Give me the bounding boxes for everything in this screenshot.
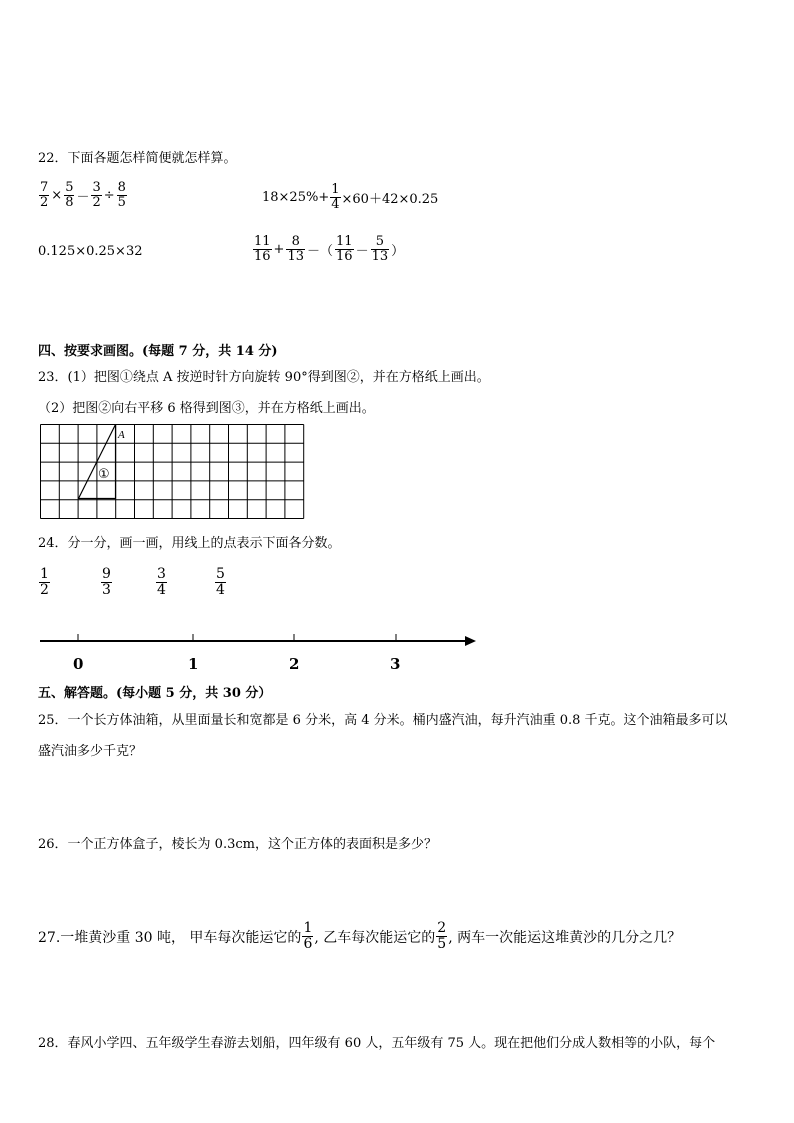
fraction-9-3: $\frac{9}{3}$ [102,566,111,599]
number-line-arrow [465,636,476,646]
fraction: $\frac{5}{8}$ [65,180,74,211]
q25-line-2: 盛汽油多少千克？ [38,744,143,759]
fraction-3-4: $\frac{3}{4}$ [157,566,166,599]
fraction-2-5: $\frac{2}{5}$ [437,920,447,953]
tick-label-3: 3 [390,655,401,673]
tick-label-2: 2 [289,655,300,673]
q22-expression-4: $\frac{11}{16}$ + $\frac{8}{13}$ －（ $\frac{11}{16}$ － $\frac{5}{13}$ ） [254,234,405,265]
section-5-heading: 五、解答题。(每小题 5 分，共 30 分） [38,686,272,701]
number-line [36,630,481,650]
q22-expression-3: 0.125×0.25×32 [38,244,143,259]
fraction-1-6: $\frac{1}{6}$ [303,920,313,953]
fraction: $\frac{7}{2}$ [40,180,49,211]
q22-title: 22．下面各题怎样简便就怎样算。 [38,151,237,166]
fraction: $\frac{3}{2}$ [92,180,101,211]
shape-1-label: ① [98,467,110,482]
q23-line-2: （2）把图②向右平移 6 格得到图③，并在方格纸上画出。 [38,401,375,416]
section-4-heading: 四、按要求画图。(每题 7 分，共 14 分) [38,344,278,359]
q22-expression-2: 18×25%+ $\frac{1}{4}$ ×60＋42×0.25 [262,182,439,213]
q23-line-1: 23．(1）把图①绕点 A 按逆时针方向旋转 90°得到图②，并在方格纸上画出。 [38,370,490,385]
q26-text: 26．一个正方体盒子，棱长为 0.3cm，这个正方体的表面积是多少？ [38,837,437,852]
q23-grid [40,422,308,522]
fraction: $\frac{11}{16}$ [254,234,271,265]
q22-expression-1: $\frac{7}{2}$ × $\frac{5}{8}$ － $\frac{3}{2}$ ÷ $\frac{8}{5}$ [40,180,126,211]
fraction: $\frac{8}{5}$ [117,180,126,211]
fraction: $\frac{8}{13}$ [287,234,304,265]
point-a-label: A [118,429,125,441]
fraction: $\frac{11}{16}$ [336,234,353,265]
tick-label-0: 0 [73,655,84,673]
fraction: $\frac{1}{4}$ [331,182,340,213]
q27-text: 27.一堆黄沙重 30 吨， 甲车每次能运它的 $\frac{1}{6}$ , 乙车每次能运它的 $\frac{2}{5}$ , 两车一次能运这堆黄沙的几分之几？ [38,920,682,953]
fraction-5-4: $\frac{5}{4}$ [216,566,225,599]
fraction: $\frac{5}{13}$ [371,234,389,265]
fraction-1-2: $\frac{1}{2}$ [40,566,49,599]
q28-line-1: 28．春风小学四、五年级学生春游去划船，四年级有 60 人，五年级有 75 人。现在把他们分成人数相等的小队，每个 [38,1036,716,1051]
q25-line-1: 25．一个长方体油箱，从里面量长和宽都是 6 分米，高 4 分米。桶内盛汽油，每升汽油重 0.8 千克。这个油箱最多可以 [38,713,728,728]
tick-label-1: 1 [188,655,199,673]
q24-title: 24．分一分，画一画，用线上的点表示下面各分数。 [38,536,341,551]
